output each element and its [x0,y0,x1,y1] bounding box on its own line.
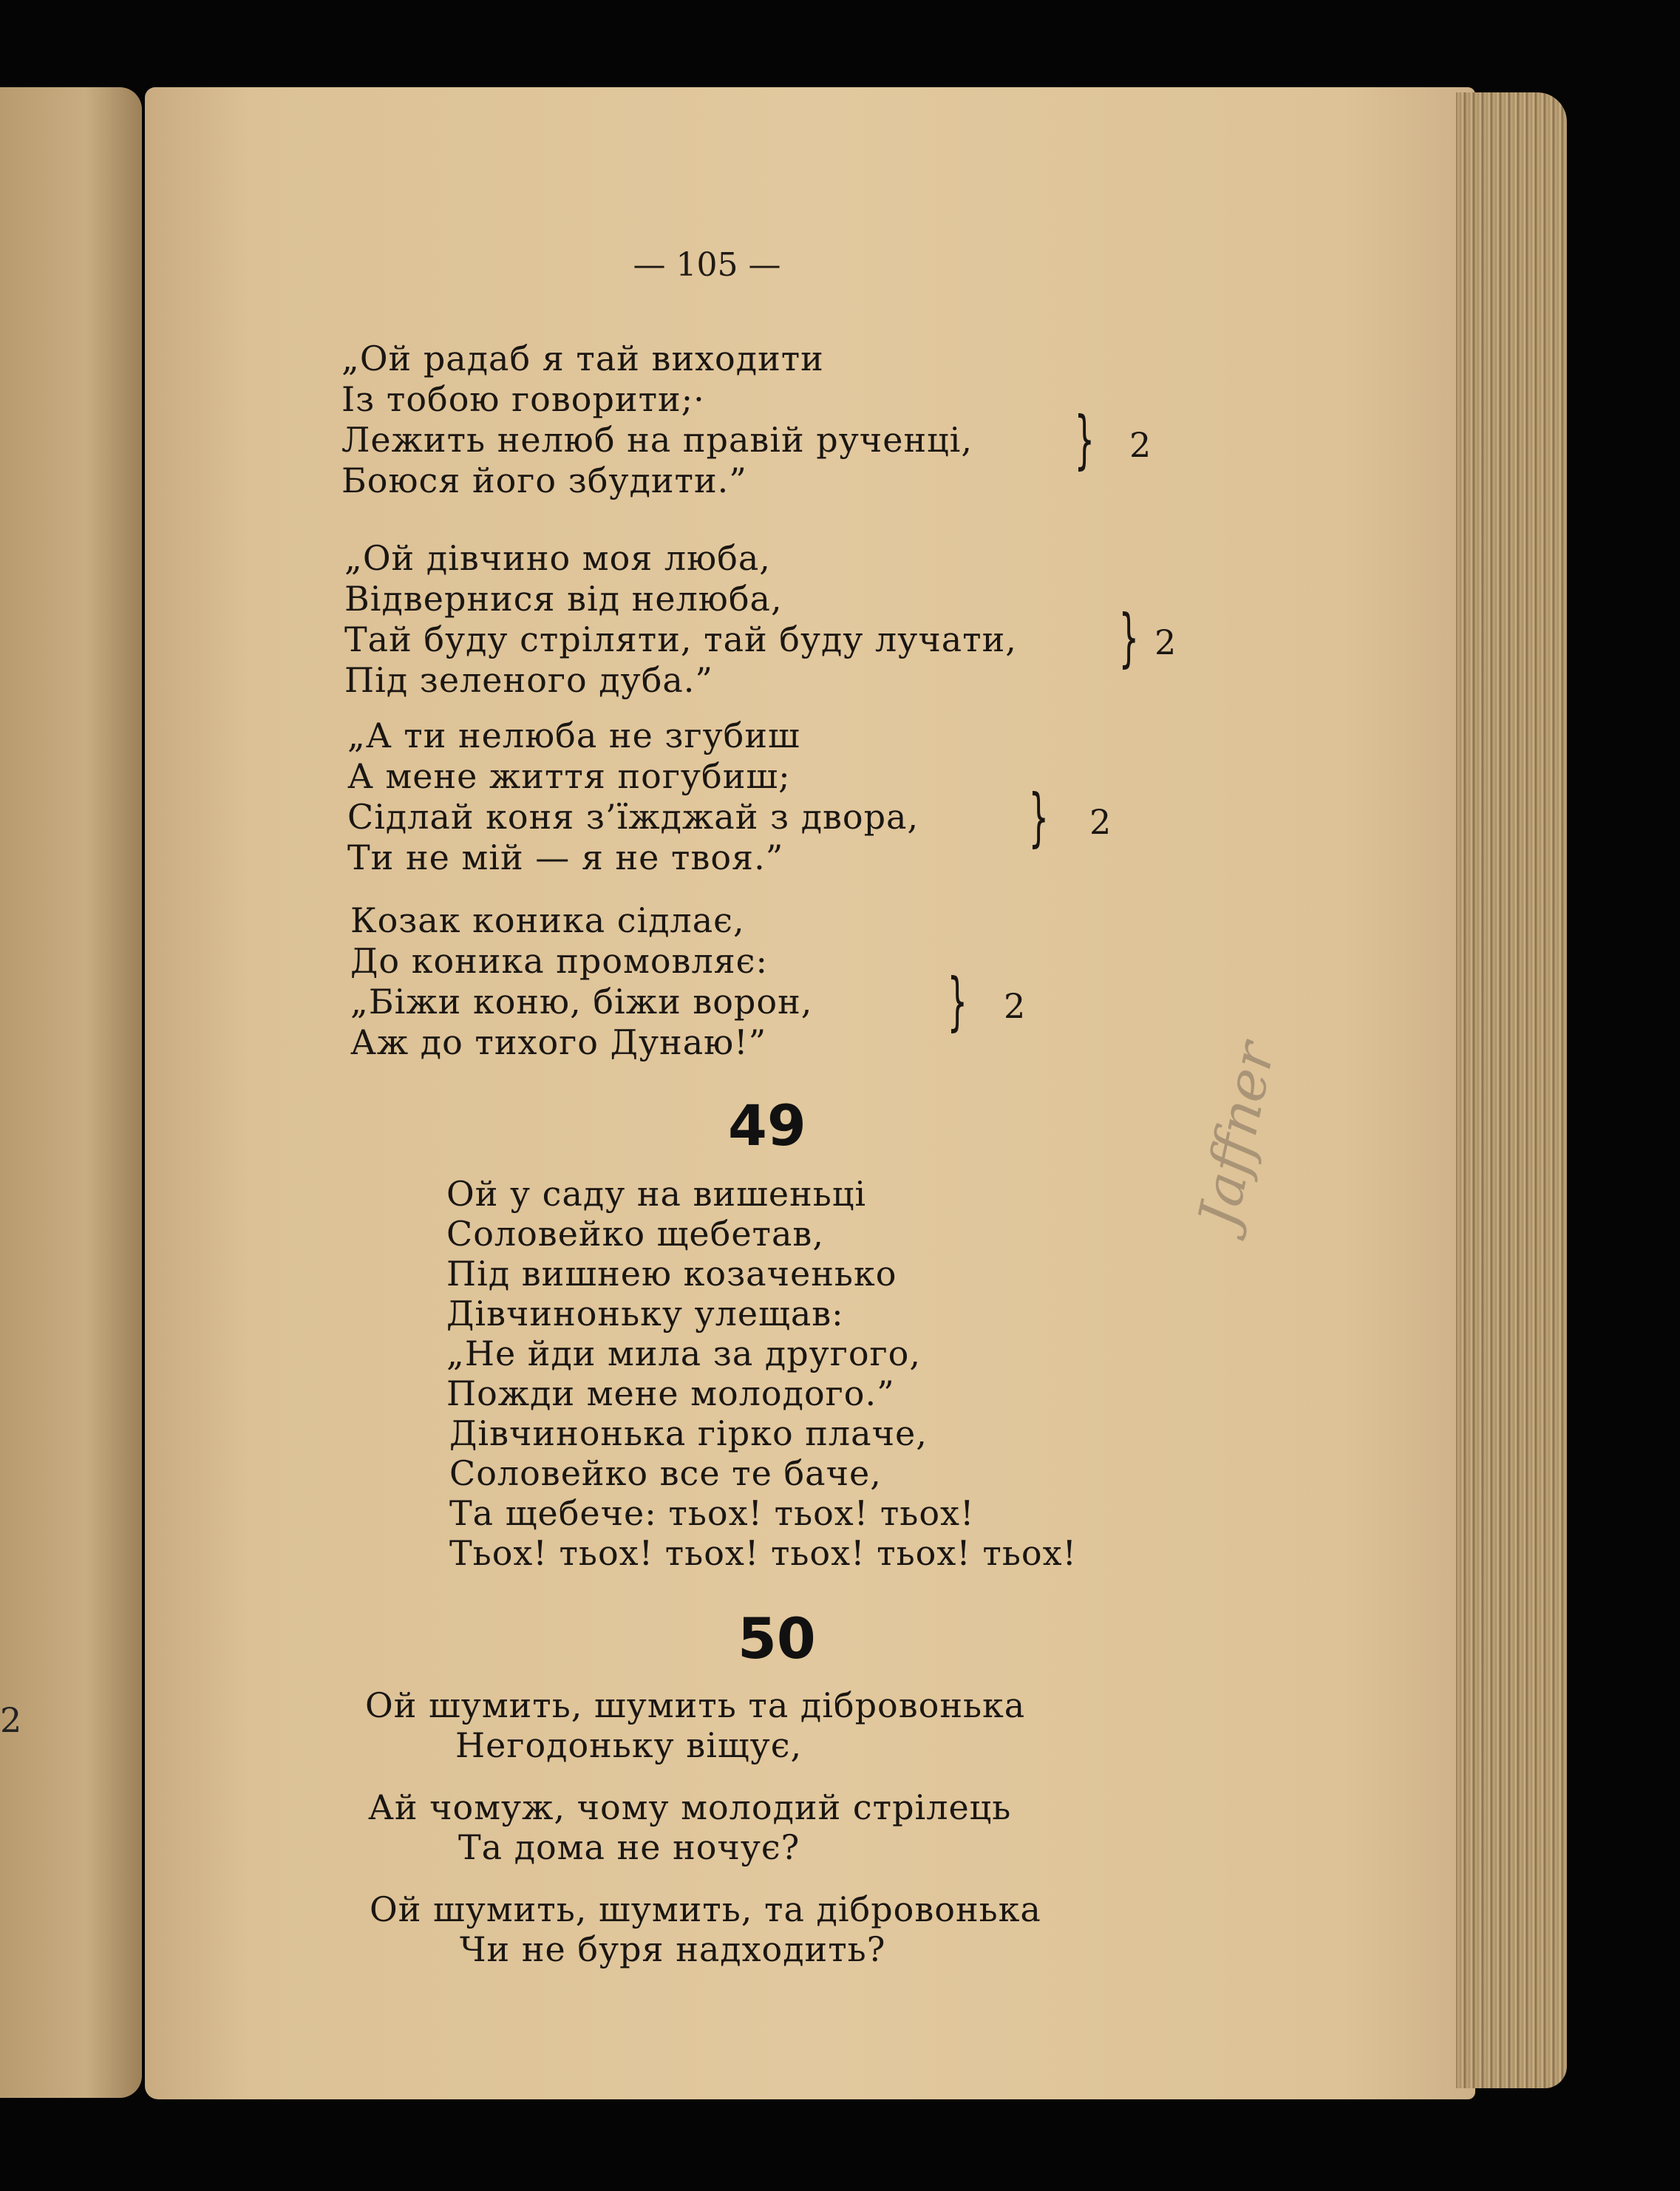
song50-line-1: Ой шумить, шумить та дібровонька [365,1685,1026,1725]
song-number-50: 50 [738,1606,816,1671]
song-number-49: 49 [728,1093,806,1158]
song49-line-5: „Не йди мила за другого, [446,1334,921,1373]
song49-line-8: Соловейко все те баче, [449,1453,882,1493]
stanza-1-line-3: Лежить нелюб на правій рученці, [341,420,973,460]
page-number [0,246,1680,284]
repeat-brace: } [1028,781,1050,855]
repeat-brace: } [1074,403,1095,477]
stanza-1-line-4: Боюся його збудити.” [341,461,747,500]
stanza-2-line-4: Під зеленого дуба.” [344,660,713,700]
song49-line-10: Тьох! тьох! тьох! тьох! тьох! тьох! [449,1533,1078,1573]
repeat-count: 2 [1004,986,1026,1026]
repeat-count: 2 [1129,425,1152,465]
song50-line-2: Негодоньку віщує, [455,1725,803,1765]
song50-line-4: Та дома не ночує? [458,1827,800,1867]
song49-line-1: Ой у саду на вишеньці [446,1174,867,1214]
left-page-fragment: 2 [0,1700,22,1740]
stanza-2-line-1: „Ой дівчино моя люба, [344,538,771,578]
repeat-count: 2 [1154,622,1177,662]
stanza-2-line-3: Тай буду стріляти, тай буду лучати, [344,619,1017,659]
song50-line-6: Чи не буря надходить? [460,1929,886,1969]
repeat-brace: } [1118,601,1140,675]
stanza-2-line-2: Відвернися від нелюба, [344,579,783,619]
stanza-1-line-2: Із тобою говорити;· [341,379,705,419]
stanza-4-line-4: Аж до тихого Дунаю!” [350,1022,767,1062]
left-page-edge [0,87,142,2098]
stanza-3-line-3: Сідлай коня з’їжджай з двора, [347,797,919,837]
page-number-text: — 105 — [633,246,781,284]
handwritten-signature: Jaffner [1186,1036,1288,1233]
song50-line-5: Ой шумить, шумить, та дібровонька [370,1889,1041,1929]
stanza-3-line-2: А мене життя погубиш; [347,756,791,796]
song49-line-6: Пожди мене молодого.” [446,1373,895,1413]
repeat-brace: } [947,965,968,1039]
song49-line-7: Дівчинонька гірко плаче, [449,1413,928,1453]
song49-line-3: Під вишнею козаченько [446,1254,897,1294]
song49-line-9: Та щебече: тьох! тьох! тьох! [449,1493,975,1533]
song49-line-4: Дівчиноньку улещав: [446,1294,844,1334]
stanza-4-line-2: До коника промовляє: [350,941,768,981]
song50-line-3: Ай чомуж, чому молодий стрілець [368,1787,1012,1827]
stanza-4-line-3: „Біжи коню, біжи ворон, [350,982,813,1022]
song49-line-2: Соловейко щебетав, [446,1214,824,1254]
stanza-1-line-1: „Ой радаб я тай виходити [341,339,824,378]
stanza-4-line-1: Козак коника сідлає, [350,900,745,940]
stanza-3-line-1: „А ти нелюба не згубиш [347,716,800,755]
page-stack-edge [1456,92,1567,2088]
stanza-3-line-4: Ти не мій — я не твоя.” [347,838,784,877]
repeat-count: 2 [1089,802,1112,842]
